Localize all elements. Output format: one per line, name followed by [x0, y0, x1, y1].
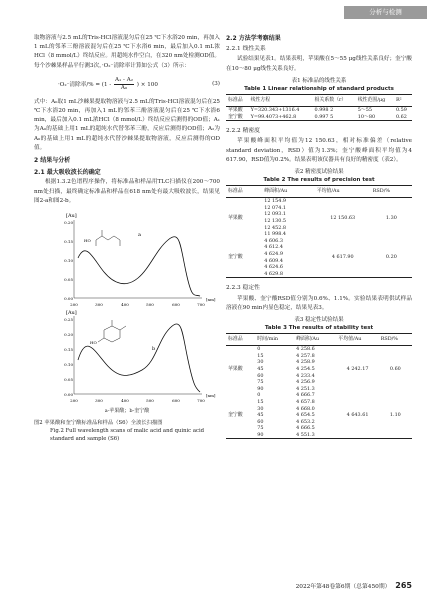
panel-a-y-tick: 0.10: [64, 258, 73, 264]
table-cell: 4 257.8: [296, 352, 315, 359]
table-cell: 75: [257, 425, 264, 432]
panel-b-y-tick: 0.05: [64, 377, 73, 383]
table-cell: 30: [257, 359, 264, 366]
panel-a-y-tick: 0.00: [64, 296, 73, 302]
table-3-header: RSD/%: [379, 333, 412, 345]
panel-b-y-tick: 0.00: [64, 392, 73, 398]
table-2-header: 峰面积/Au: [262, 186, 314, 198]
table-cell: 0: [257, 346, 261, 353]
right-column: [226, 34, 412, 439]
scavenging-formula: [34, 71, 220, 98]
paragraph-method: 取物溶液与2.5 mL的Tris-HCl溶液混匀后在25 ℃下水浴20 min，再加入1 mL的邻苯三酚溶液混匀后在25 ℃下水浴6 min，最后加入0.1 mL浓HCl（8 mmol/L）终结反应。用超纯水作空白，在320 nm处检测OD值。每个沙棘果样品平行测3次，·O₂⁻清除率计算如公式（3）所示：: [34, 35, 220, 69]
paragraph-stability: 苹果酸、奎宁酸RSD值分别为0.6%、1.1%。实验结果表明供试样品溶液在90 min内显色稳定，结果见表3。: [226, 295, 412, 311]
table-1-header: 标准品: [226, 94, 249, 106]
formula-numerator: A₁ - A₂: [115, 76, 134, 83]
table-cell: 4 258.9: [296, 359, 315, 366]
table-cell: 4 233.4: [296, 372, 315, 379]
panel-b-y-tick: 0.25: [64, 317, 73, 323]
table-cell: 苹果酸: [228, 365, 243, 372]
table-1-linearity: [226, 94, 412, 121]
panel-b-x-tick: 500: [146, 398, 154, 404]
table-cell: 4 256.9: [296, 379, 315, 386]
table-cell: 0.20: [385, 254, 397, 261]
table-cell: 45: [257, 365, 264, 372]
formula-one: (1 -: [101, 81, 112, 88]
table-2-header: 标准品: [226, 186, 262, 198]
table-1-header: 线性方程: [249, 94, 313, 106]
panel-a-x-tick: 200: [70, 302, 78, 308]
panel-a-x-tick: 400: [121, 302, 129, 308]
table-cell: 12 150.63: [330, 214, 356, 221]
panel-b-y-tick: 0.20: [64, 332, 73, 338]
panel-a-x-tick: 500: [146, 302, 154, 308]
table-1-title-cn: 表1 标准品的线性关系: [291, 77, 347, 84]
table-cell: 4 624.6: [264, 264, 283, 271]
table-cell: 0.60: [389, 365, 401, 372]
table-cell: 4 617.90: [331, 254, 354, 261]
table-cell: 12 154.9: [264, 198, 287, 205]
table-cell: 0: [257, 392, 261, 399]
figure-caption-cn: 图2 苹果酸和奎宁酸标准品和样品（S6）全波长扫描图: [34, 420, 163, 427]
table-cell: 4 643.61: [346, 412, 369, 419]
table-3-title-cn: 表3 稳定性试验结果: [294, 316, 344, 323]
table-cell: 12 130.5: [264, 218, 287, 224]
table-row: [226, 107, 412, 114]
table-cell: 4 668.0: [296, 405, 315, 412]
table-cell: 60: [257, 372, 264, 379]
table-cell: 4 666.5: [296, 425, 315, 432]
panel-a-y-tick: 0.20: [64, 220, 73, 226]
subsection-heading-wavelength: 2.1 最大吸收波长的确定: [34, 169, 101, 177]
table-2-header: RSD/%: [371, 186, 412, 198]
table-cell: 4 654.5: [296, 412, 315, 419]
paragraph-wavelength: 根据1.3.2色谱程序操作，将标准品和样品用TLC扫描仪在200～700 nm处扫描，最终确定标准品和样品在618 nm处有最大吸收波长，结果见图2-a和图2-b。: [34, 179, 220, 204]
table-cell: Y=320.343+1316.4: [250, 107, 300, 114]
table-cell: 1.10: [389, 412, 401, 419]
heading-stability: 2.2.3 稳定性: [226, 285, 260, 292]
table-cell: 奎宁酸: [228, 412, 243, 419]
quinic-acid-structure-label: HO: [90, 340, 97, 346]
table-cell: 75: [257, 379, 264, 386]
table-cell: 4 666.7: [296, 392, 315, 399]
panel-b-spectrum-curve: [78, 324, 200, 392]
panel-b-x-unit: [nm]: [206, 393, 216, 399]
table-3-title-en: Table 3 The results of stability test: [264, 324, 374, 331]
table-3-header: 峰面积/Au: [294, 333, 336, 345]
table-cell: Y=99.4073+462.8: [250, 113, 297, 120]
spectrum-panel-a: [64, 213, 216, 307]
table-cell: 4 254.5: [296, 365, 315, 372]
paragraph-linearity: 试验结果见表1。结果表明，苹果酸在5～55 μg线性关系良好；奎宁酸在10～80 μg线性关系良好。: [226, 56, 412, 72]
table-cell: 45: [257, 412, 264, 419]
panel-a-spectrum-curve: [78, 237, 200, 296]
panel-b-x-tick: 400: [121, 398, 129, 404]
table-cell: 90: [257, 431, 264, 438]
panel-a-y-tick: 0.15: [64, 239, 73, 245]
table-row: [226, 392, 412, 399]
table-cell: 12 074.1: [264, 204, 287, 211]
table-cell: 0.998 2: [314, 107, 334, 114]
formula-fraction: [114, 77, 134, 92]
spectrum-panel-b: [64, 310, 216, 403]
table-cell: 12 093.1: [264, 211, 287, 218]
table-cell: 5～55: [357, 107, 372, 114]
table-cell: 4 653.2: [296, 418, 315, 425]
table-cell: 4 624.9: [264, 250, 283, 257]
table-row: [226, 346, 412, 353]
table-cell: 30: [257, 405, 264, 412]
table-3-header: 平均值/Au: [336, 333, 378, 345]
table-2-title-cn: 表2 精密度试验结果: [294, 169, 344, 176]
panel-b-y-tick: 0.15: [64, 347, 73, 353]
table-1-header: 线性范围/μg: [356, 94, 394, 106]
malic-acid-structure-label: HO: [84, 238, 91, 244]
heading-linearity: 2.2.1 线性关系: [226, 46, 266, 53]
table-cell: 4 242.17: [346, 365, 369, 372]
panel-a-x-tick: 700: [197, 302, 205, 308]
table-cell: 奎宁酸: [228, 113, 243, 120]
panel-a-x-unit: [nm]: [206, 297, 216, 303]
section-tag: 分析与检测: [344, 6, 427, 19]
formula-number: (3): [212, 80, 220, 87]
panel-a-label: a: [138, 232, 141, 239]
table-cell: 苹果酸: [228, 107, 243, 114]
table-cell: 苹果酸: [228, 214, 243, 221]
panel-a-y-unit: [Au]: [66, 213, 77, 220]
table-2-title-en: Table 2 The results of precision test: [263, 177, 375, 184]
table-cell: 15: [257, 352, 264, 359]
table-cell: 1.30: [385, 214, 397, 221]
malic-acid-structure: [96, 230, 120, 246]
subsection-heading-methodology: 2.2 方法学考察结果: [226, 35, 281, 42]
journal-issue: 2022年第48卷第6期（总第450期）: [295, 584, 391, 590]
table-row: [226, 238, 412, 245]
table-cell: 90: [257, 385, 264, 392]
table-1-header: R²: [394, 94, 412, 106]
heading-precision: 2.2.2 精密度: [226, 128, 260, 135]
page-number: 265: [395, 581, 412, 590]
page-footer: [0, 581, 412, 590]
figure-legend: a-苹果酸；b-奎宁酸: [104, 408, 150, 415]
table-row: [226, 198, 412, 205]
table-cell: 4 657.8: [296, 398, 315, 405]
table-cell: 10～80: [357, 113, 376, 120]
table-cell: 4 629.8: [264, 270, 283, 277]
table-cell: 0.59: [395, 107, 407, 114]
table-cell: 11 998.4: [264, 231, 287, 238]
paragraph-formula-explanation: 式中：A₀取1 mL沙棘果提取物溶液与2.5 mL的Tris-HCl溶液混匀后在25 ℃下水浴20 min，再加入1 mL的邻苯三酚溶液混匀后在25 ℃下水浴6 min，最后加入0.1 mL浓HCl（8 mmol/L）终结反应后测得的OD值；A₁为A₀的基础上用1 mL的超纯水代替邻苯三酚，反应后测得的OD值；A₂为A₀的基础上用1 mL的超纯水代替沙棘果提取物溶液，反应后测得的OD值。: [34, 98, 220, 151]
table-cell: 4 609.4: [264, 257, 283, 264]
panel-b-x-tick: 200: [70, 398, 78, 404]
figure-2: [34, 210, 220, 416]
panel-b-x-tick: 700: [197, 398, 205, 404]
table-cell: 4 551.3: [296, 431, 315, 438]
figure-caption-en: Fig.2 Full wavelength scans of malic acid and quinic acid standard and sample (S6): [50, 428, 205, 443]
table-cell: 0.997 5: [314, 113, 334, 120]
formula-rhs: ) × 100: [136, 81, 158, 88]
table-cell: 4 251.3: [296, 385, 315, 392]
table-2-header: 平均值/Au: [315, 186, 371, 198]
left-column: [34, 34, 220, 444]
panel-b-x-tick: 300: [95, 398, 103, 404]
table-cell: 奎宁酸: [228, 254, 243, 261]
paragraph-precision: 苹果酸峰面积平均值为12 150.63，相对标准偏差（relative standard deviation，RSD）值为1.3%；奎宁酸峰面积平均值为4 617.90，RSD值为0.2%。结果表明该仪器具有良好的精密度（表2）。: [226, 138, 412, 163]
table-cell: 4 612.4: [264, 244, 283, 251]
panel-b-label: b: [152, 346, 156, 353]
table-3-header: 时间/min: [255, 333, 294, 345]
panel-b-x-tick: 600: [172, 398, 180, 404]
formula-denominator: A₀: [120, 84, 128, 91]
table-cell: 60: [257, 418, 264, 425]
panel-a-y-tick: 0.05: [64, 277, 73, 283]
panel-b-y-unit: [Au]: [66, 310, 77, 317]
panel-a-x-tick: 300: [95, 302, 103, 308]
formula-lhs: ·O₂⁻清除率/% =: [58, 81, 101, 88]
section-heading-results: 2 结果与分析: [34, 157, 71, 165]
table-3-stability: [226, 333, 412, 440]
table-1-title-en: Table 1 Linear relationship of standard products: [244, 85, 394, 92]
panel-b-y-tick: 0.10: [64, 362, 73, 368]
table-1-header: 相关系数（r）: [313, 94, 356, 106]
table-row: [226, 114, 412, 121]
table-3-header: 标准品: [226, 333, 255, 345]
quinic-acid-structure: [98, 320, 126, 342]
table-cell: 12 452.8: [264, 224, 287, 231]
table-2-precision: [226, 185, 412, 278]
panel-a-x-tick: 600: [172, 302, 180, 308]
table-cell: 15: [257, 398, 264, 405]
table-cell: 4 258.6: [296, 346, 315, 353]
table-cell: 0.62: [395, 113, 407, 120]
table-cell: 4 606.3: [264, 237, 283, 244]
